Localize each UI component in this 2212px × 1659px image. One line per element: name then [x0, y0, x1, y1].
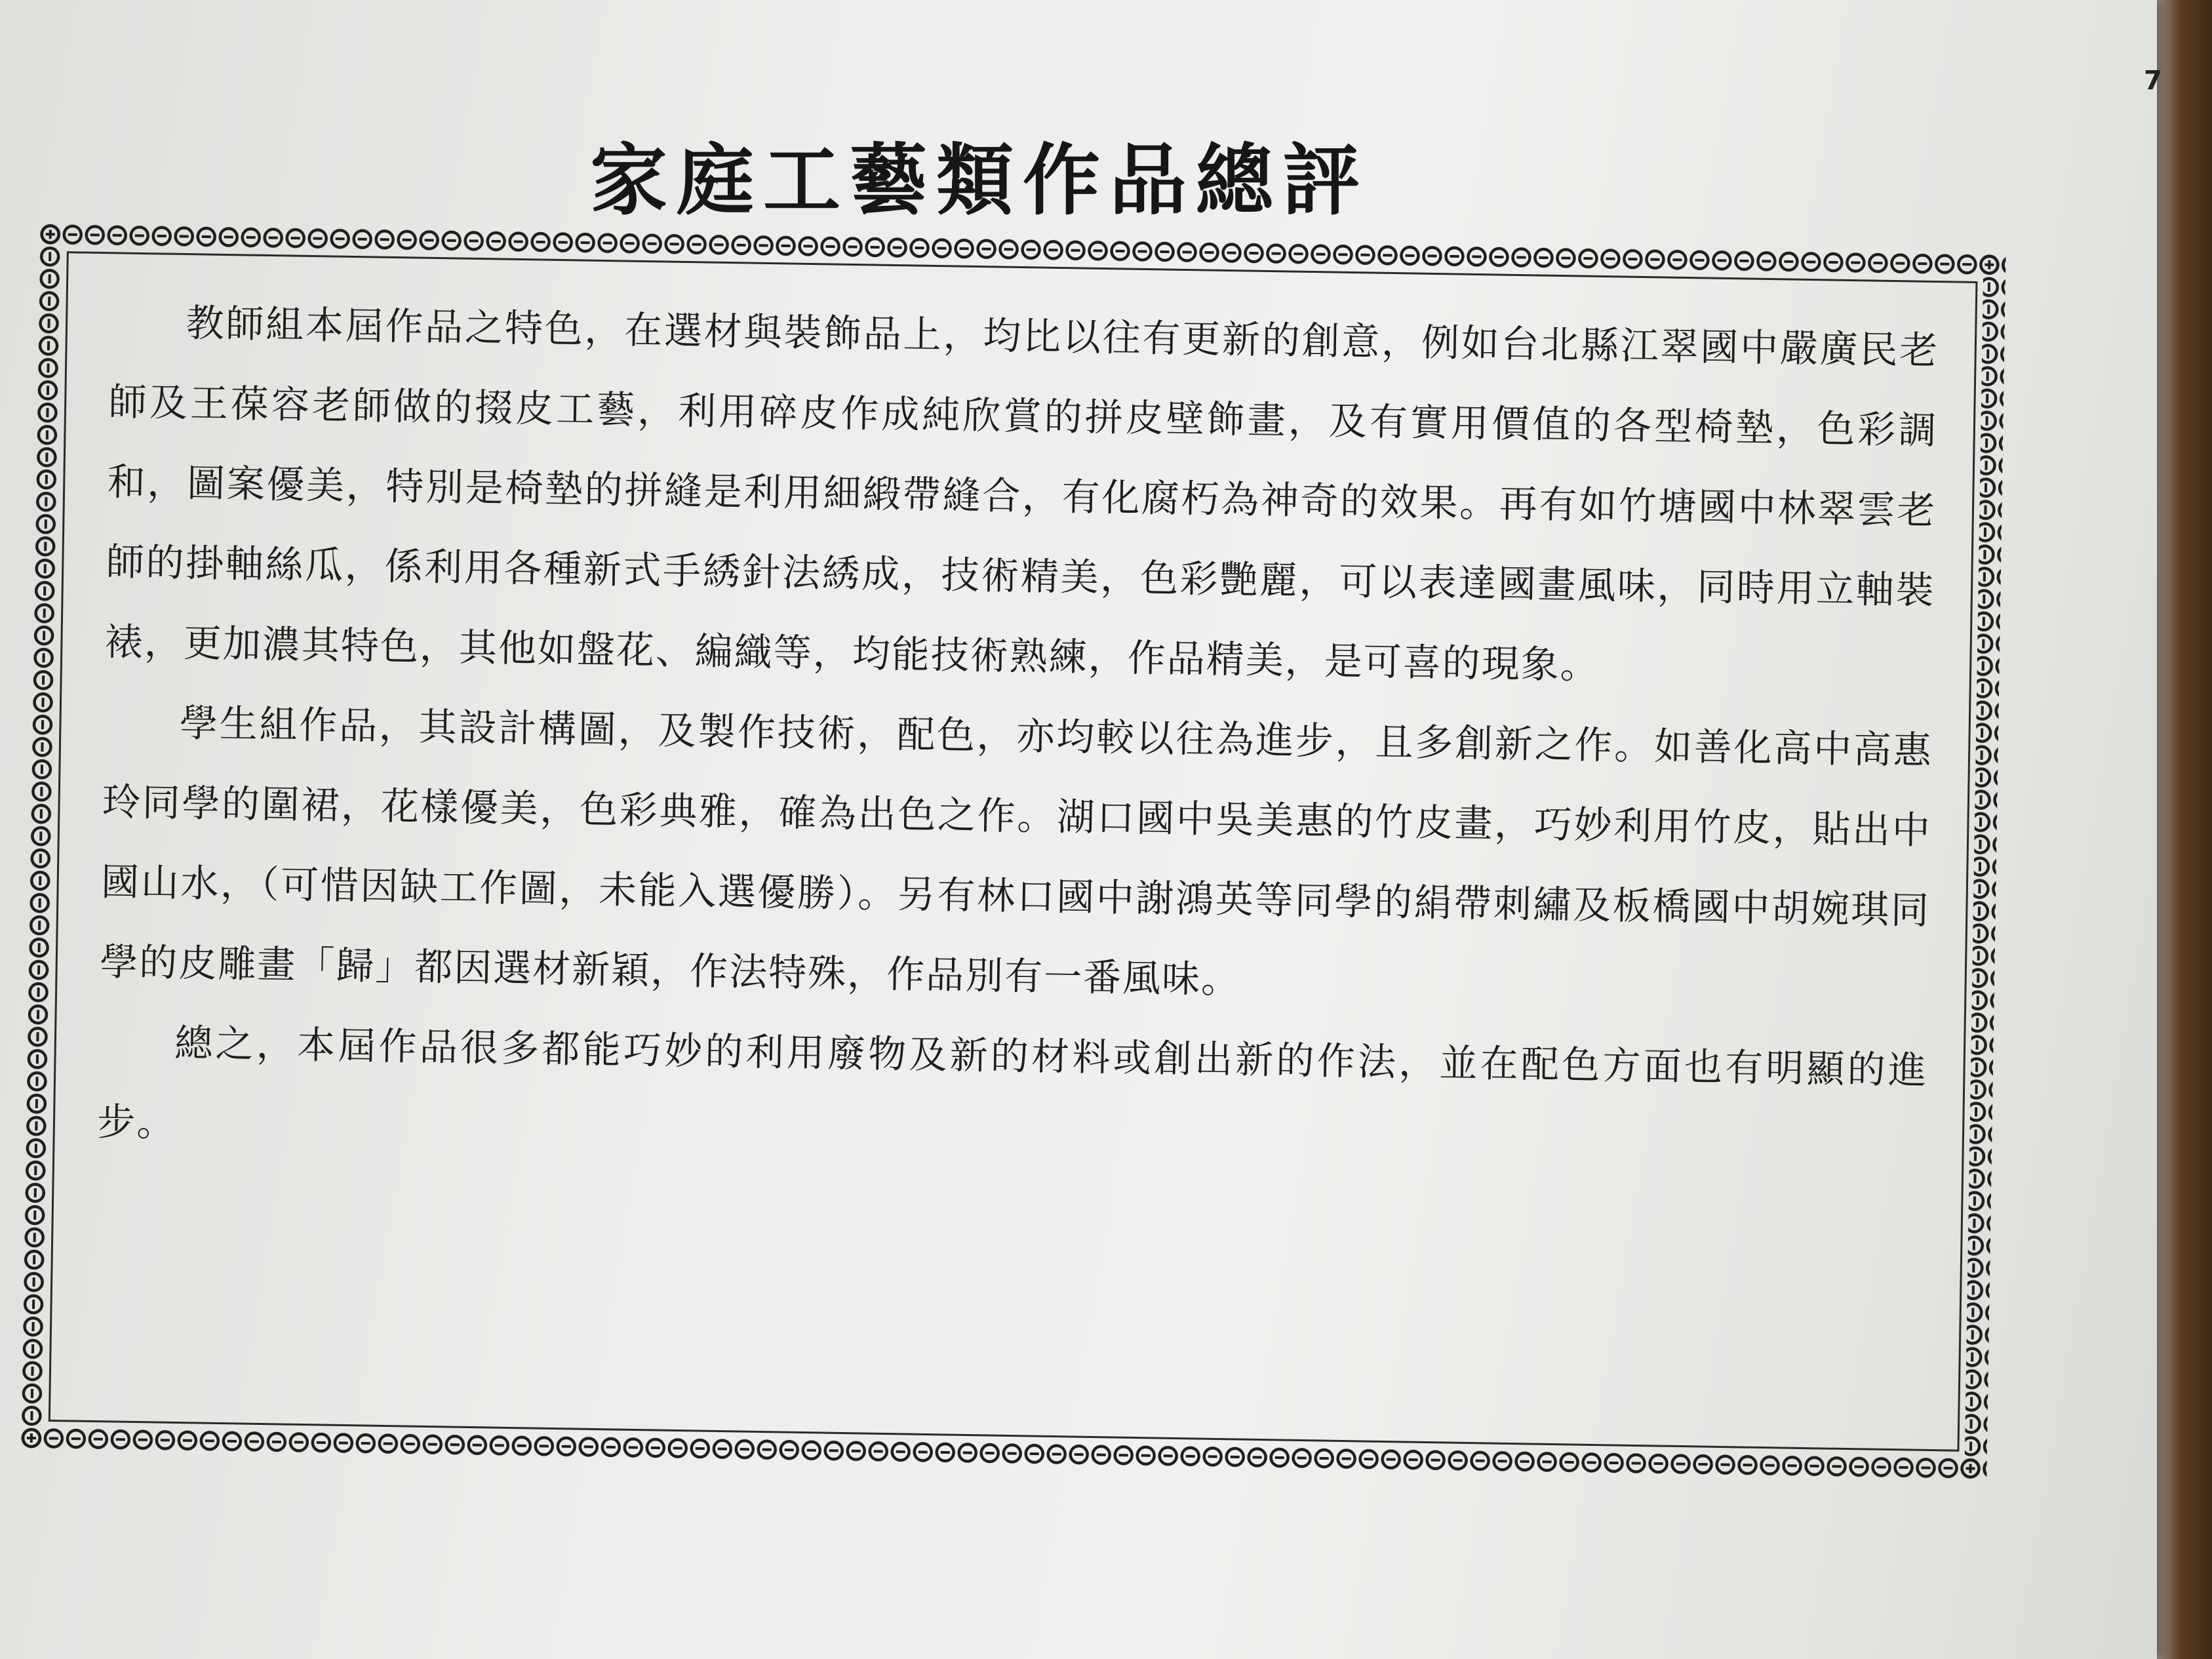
- paragraph-teachers: 教師組本屆作品之特色，在選材與裝飾品上，均比以往有更新的創意，例如台北縣江翠國中嚴廣民老師及王葆容老師做的掇皮工藝，利用碎皮作成純欣賞的拼皮壁飾畫，及有實用價值的各型椅墊，色彩調和，圖案優美，特別是椅墊的拼縫是利用細緞帶縫合，有化腐朽為神奇的效果。再有如竹塘國中林翠雲老師的掛軸絲瓜，係利用各種新式手綉針法綉成，技術精美，色彩艷麗，可以表達國畫風味，同時用立軸裝裱，更加濃其特色，其他如盤花、編織等，均能技術熟練，作品精美，是可喜的現象。: [104, 300, 1939, 688]
- paragraph-students: 學生組作品，其設計構圖，及製作技術，配色，亦均較以往為進步，且多創新之作。如善化高中高惠玲同學的圍裙，花樣優美，色彩典雅，確為出色之作。湖口國中吳美惠的竹皮畫，巧妙利用竹皮，貼出中國山水，（可惜因缺工作圖，未能入選優勝）。另有林口國中謝鴻英等同學的絹帶刺繡及板橋國中胡婉琪同學的皮雕畫「歸」都因選材新穎，作法特殊，作品別有一番風味。: [99, 700, 1933, 1002]
- review-text: [97, 282, 1940, 1191]
- page-number: 7: [2144, 66, 2162, 96]
- page-title: 家庭工藝類作品總評: [590, 135, 1370, 226]
- decorative-frame: [20, 223, 2006, 1480]
- paragraph-summary: 總之，本屆作品很多都能巧妙的利用廢物及新的材料或創出新的作法，並在配色方面也有明顯的進步。: [96, 1020, 1928, 1146]
